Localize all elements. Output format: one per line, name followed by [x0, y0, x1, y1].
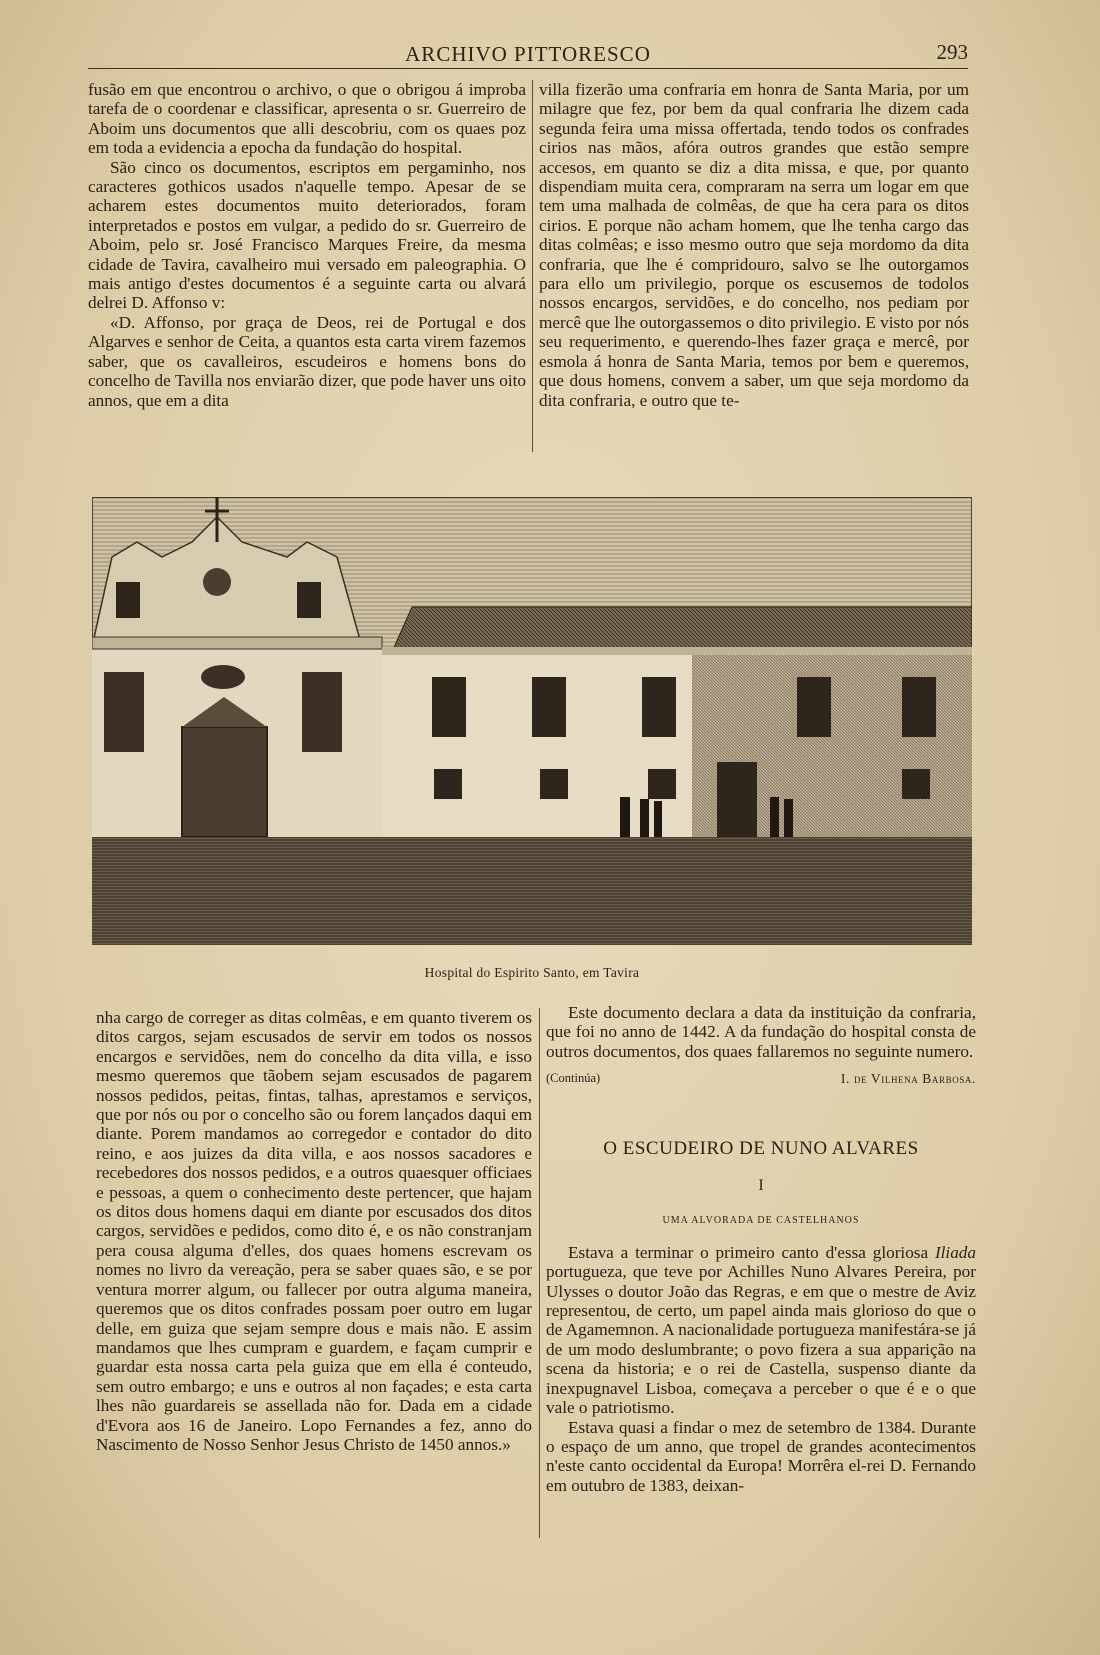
journal-title: ARCHIVO PITTORESCO [405, 42, 651, 66]
paragraph: «D. Affonso, por graça de Deos, rei de Portugal e dos Algarves e senhor de Ceita, a quantos esta carta virem fazemos saber, que os cavalleiros, escudeiros e homens bons do concelho de Tavilla nos enviarão dizer, que pode haver uns oito annos, que em a dita [88, 312, 526, 410]
section-title: O ESCUDEIRO DE NUNO ALVARES [603, 1137, 919, 1159]
text-run: Estava a terminar o primeiro canto d'essa gloriosa [568, 1242, 935, 1262]
paragraph: fusão em que encontrou o archivo, o que o obrigou á improba tarefa de o coordenar e classificar, apresenta o sr. Guerreiro de Aboim uns documentos que alli descobriu, com os quaes poz em toda a evidencia a epocha da fundação do hospital. [88, 80, 526, 158]
paragraph: Estava quasi a findar o mez de setembro de 1384. Durante o espaço de um anno, que tropel de grandes acontecimentos n'este canto occidental da Europa! Morrêra el-rei D. Fernando em outubro de 1383, deixan- [546, 1417, 976, 1495]
author-signature: I. de Vilhena Barbosa. [840, 1071, 976, 1087]
column-3 [96, 1008, 532, 1454]
illustration-caption: Hospital do Espirito Santo, em Tavira [424, 965, 640, 980]
italic-title: Iliada [934, 1242, 976, 1262]
column-4 [546, 1003, 976, 1495]
paragraph: São cinco os documentos, escriptos em pergaminho, nos caracteres gothicos usados n'aquelle tempo. Apesar de se acharem estes documentos muito deteriorados, foram interpretados e postos em vulgar, a pedido do sr. Guerreiro de Aboim, pelo sr. José Francisco Marques Freire, da mesma cidade de Tavira, cavalheiro mui versado em paleographia. O mais antigo d'estes documentos é a seguinte carta ou alvará delrei D. Affonso v: [88, 157, 526, 313]
paragraph [546, 1243, 976, 1418]
engraving-illustration [92, 497, 972, 945]
paragraph: nha cargo de correger as ditas colmêas, e em quanto tiverem os ditos cargos, sejam escusados de servir em todos os nossos encargos e servidões, nem do concelho da dita villa, e isso mesmo queremos que tãobem sejam escusados de pagarem nossos pedidos, peitas, fintas, talhas, aprestamos e serviços, que por nós ou por o concelho são ou forem lançados daqui em diante. Porem mandamos ao corregedor e contador do dito reino, e aos juizes da dita villa, e aos nossos sacadores e recebedores dos nossos pedidos, e a outros quaesquer officiaes e pessoas, a quem o conhecimento deste pertencer, que hajam os ditos dous homens daqui em diante por escusados dos ditos cargos, servidões e pedidos, como dito é, e os não constranjam pera cousa alguma d'elles, dos quaes homens escrevam os nomes no livro da vereação, pera se saber quaes são, e se por ventura morrer algum, ou fallecer por outra alguma maneira, queremos que os ditos confrades possam poer outro em lugar delle, em guiza que sejam sempre dous e mais não. E assim mandamos que lhes cumpram e guardem, e façam cumprir e guardar esta nossa carta pela guiza que em ella é conteudo, sem outro embargo; e uns e outros al non façades; e esta carta lhes não guardareis se assellada não for. Dada em a cidade d'Evora aos 16 de Janeiro. Lopo Fernandes a fez, anno do Nascimento de Nosso Senhor Jesus Christo de 1450 annos.» [96, 1008, 532, 1454]
continua-note: (Continúa) [546, 1071, 601, 1086]
paragraph: villa fizerão uma confraria em honra de Santa Maria, por um milagre que fez, por bem da qual confraria lhe dizem cada segunda feira uma missa offertada, tendo todos os confrades cirios nas mãos, afóra outros grandes que estão sempre accesos, em quanto se diz a dita missa, e que, por quanto dispendiam muita cera, compraram na serra um logar em que tem uma malhada de colmêas, de que ha cera para os ditos cirios. E porque não acham homem, que lhe tenha cargo das ditas colmêas; e isso mesmo outro que seja mordomo da dita confraria, que lhe é compridouro, salvo se lhe outorgamos para ello um privilegio, porque os escusemos de todolos nossos encargos, servidões, e do concelho, nos pediam por mercê que lhe outorgassemos o dito privilegio. E visto por nós seu requerimento, e querendo-lhes fazer graça e mercê, por esmola á honra de Santa Maria, temos por bem e queremos, que dous homens, convem a saber, um que seja mordomo da dita confraria, e outro que te- [539, 80, 969, 410]
hospital-building-drawing [92, 497, 972, 945]
signature-row [546, 1069, 976, 1088]
section-subtitle: UMA ALVORADA DE CASTELHANOS [662, 1215, 860, 1227]
column-1 [88, 80, 526, 410]
paragraph: Este documento declara a data da instituição da confraria, que foi no anno de 1442. A da fundação do hospital consta de outros documentos, dos quaes fallaremos no seguinte numero. [546, 1003, 976, 1061]
column-divider [539, 1008, 540, 1538]
text-run: portugueza, que teve por Achilles Nuno Alvares Pereira, por Ulysses o doutor João das Regras, e em que o mestre de Aviz representou, de certo, um papel ainda mais glorioso do que o de Agamemnon. A nacionalidade portugueza manifestára-se já de um modo deslumbrante; o povo fizera a sua apparição na scena da historia; e o rei de Castella, suspenso diante da inexpugnavel Lisboa, começava a perceber o que é e o que vale o patriotismo. [546, 1262, 976, 1418]
section-number: I [758, 1177, 764, 1195]
column-divider [532, 80, 533, 452]
page-number: 293 [936, 40, 968, 64]
column-2 [539, 80, 969, 410]
page-header [88, 38, 968, 69]
